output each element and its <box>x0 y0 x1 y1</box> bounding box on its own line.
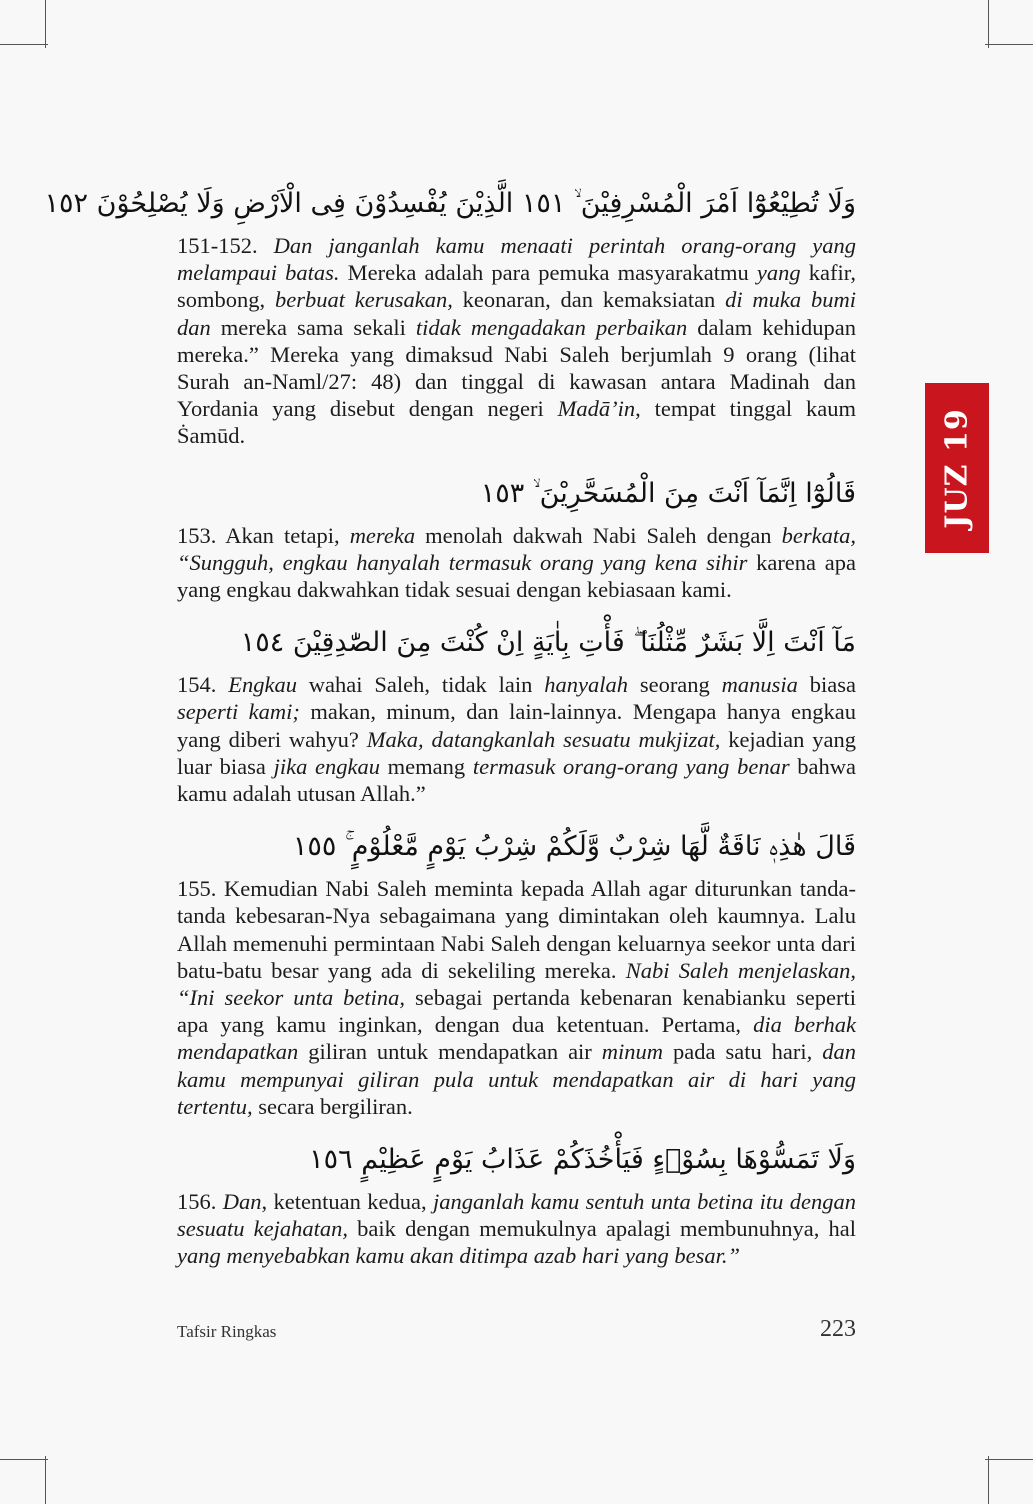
footer-page-number: 223 <box>820 1316 856 1342</box>
tafsir-156: 156. Dan, ketentuan kedua, janganlah kamu sentuh unta betina itu dengan sesuatu kejahatan, baik dengan memukulnya apalagi membunuhnya, hal yang menyebabkan kamu akan ditimpa azab hari yang besar.” <box>177 1189 857 1269</box>
crop-mark-bottom-right-h <box>985 1459 1033 1460</box>
tafsir-151-152: 151-152. Dan janganlah kamu menaati perintah orang-orang yang melampaui batas. Mereka adalah para pemuka masyarakatmu yang kafir, sombong, berbuat kerusakan, keonaran, dan kemaksiatan di muka bumi dan mereka sama sekali tidak mengadakan perbaikan dalam kehidupan mereka.” Mereka yang dimaksud Nabi Saleh berjumlah 9 orang (lihat Surah an-Naml/27: 48) dan tinggal di kawasan antara Madinah dan Yordania yang disebut dengan negeri Madā’in, tempat tinggal kaum Ṡamūd. <box>177 233 856 449</box>
arabic-verse-154: مَآ اَنْتَ اِلَّا بَشَرٌ مِّثْلُنَا ۖ فَأْتِ بِاٰيَةٍ اِنْ كُنْتَ مِنَ الصّٰدِقِيْنَ ١٥٤ <box>240 627 856 659</box>
tafsir-155: 155. Kemudian Nabi Saleh meminta kepada Allah agar diturunkan tanda-tanda kebesaran-Nya sebagaimana yang dimintakan oleh kaumnya. Lalu Allah memenuhi permintaan Nabi Saleh dengan keluarnya seekor unta dari batu-batu besar yang ada di sekeliling mereka. Nabi Saleh menjelaskan, “Ini seekor unta betina, sebagai pertanda kebenaran kenabianku seperti apa yang kamu inginkan, dengan dua ketentuan. Pertama, dia berhak mendapatkan giliran untuk mendapatkan air minum pada satu hari, dan kamu mempunyai giliran pula untuk mendapatkan air di hari yang tertentu, secara bergiliran. <box>177 876 857 1119</box>
footer-book-title: Tafsir Ringkas <box>177 1322 277 1341</box>
tafsir-153: 153. Akan tetapi, mereka menolah dakwah Nabi Saleh dengan berkata, “Sungguh, engkau hanyalah termasuk orang yang kena sihir karena apa yang engkau dakwahkan tidak sesuai dengan kebiasaan kami. <box>177 522 856 603</box>
crop-mark-bottom-right <box>988 1456 989 1504</box>
juz-tab-label: JUZ 19 <box>939 407 975 529</box>
crop-mark-bottom-left <box>45 1456 46 1504</box>
arabic-verse-155: قَالَ هٰذِهٖ نَاقَةٌ لَّهَا شِرْبٌ وَّلَكُمْ شِرْبُ يَوْمٍ مَّعْلُوْمٍ ۚ ١٥٥ <box>292 831 856 863</box>
crop-mark-bottom-left-h <box>0 1459 48 1460</box>
crop-mark-top-left <box>45 0 46 48</box>
tafsir-154: 154. Engkau wahai Saleh, tidak lain hanyalah seorang manusia biasa seperti kami; makan, minum, dan lain-lainnya. Mengapa hanya engkau yang diberi wahyu? Maka, datangkanlah sesuatu mukjizat, kejadian yang luar biasa jika engkau memang termasuk orang-orang yang benar bahwa kamu adalah utusan Allah.” <box>177 672 856 807</box>
page-body <box>44 172 857 1270</box>
juz-tab <box>925 383 989 553</box>
crop-mark-top-left-h <box>0 44 48 45</box>
crop-mark-top-right <box>988 0 989 48</box>
arabic-verse-156: وَلَا تَمَسُّوْهَا بِسُوْۤءٍ فَيَأْخُذَكُمْ عَذَابُ يَوْمٍ عَظِيْمٍ ١٥٦ <box>309 1144 856 1176</box>
crop-mark-top-right-h <box>985 44 1033 45</box>
arabic-verse-151-152: وَلَا تُطِيْعُوْٓا اَمْرَ الْمُسْرِفِيْنَ ۙ ١٥١ الَّذِيْنَ يُفْسِدُوْنَ فِى الْاَرْضِ وَلَا يُصْلِحُوْنَ ١٥٢ <box>44 188 856 219</box>
arabic-verse-153: قَالُوْٓا اِنَّمَآ اَنْتَ مِنَ الْمُسَحَّرِيْنَ ۙ ١٥٣ <box>480 477 856 509</box>
